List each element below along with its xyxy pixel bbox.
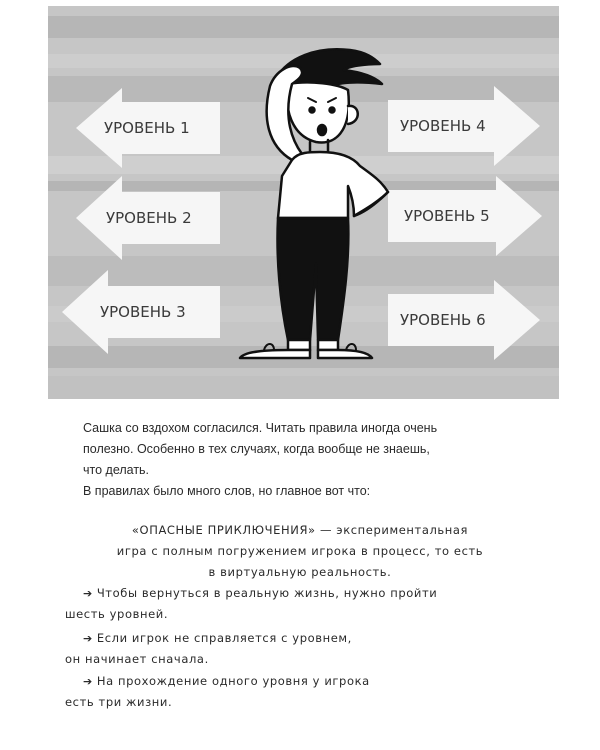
level-sign-2-label: УРОВЕНЬ 2 xyxy=(106,209,192,227)
rule-item-2 xyxy=(83,628,352,649)
rule-item-1 xyxy=(83,583,437,604)
rules-intro-line-2: игра с полным погружением игрока в процесс, то есть xyxy=(116,544,484,558)
arrow-right-icon: ➔ xyxy=(83,587,93,600)
level-sign-1-label: УРОВЕНЬ 1 xyxy=(104,119,190,137)
rule-item-1-text: Чтобы вернуться в реальную жизнь, нужно пройти xyxy=(96,586,438,600)
rule-item-2-text: Если игрок не справляется с уровнем, xyxy=(96,631,352,645)
rule-item-1-cont: шесть уровней. xyxy=(65,607,169,621)
rule-item-3 xyxy=(83,671,370,692)
narrative-line: Сашка со вздохом согласился. Читать правила иногда очень xyxy=(83,421,438,435)
level-sign-6-label: УРОВЕНЬ 6 xyxy=(400,311,486,329)
narrative-line: что делать. xyxy=(83,463,150,477)
narrative-paragraph-1 xyxy=(83,418,503,481)
rule-item-3-cont: есть три жизни. xyxy=(65,695,173,709)
rule-item-2-cont: он начинает сначала. xyxy=(65,652,209,666)
level-sign-5-label: УРОВЕНЬ 5 xyxy=(404,207,490,225)
level-sign-3-label: УРОВЕНЬ 3 xyxy=(100,303,186,321)
rules-intro-line-3: в виртуальную реальность. xyxy=(208,565,392,579)
illustration xyxy=(48,6,559,399)
level-sign-4-label: УРОВЕНЬ 4 xyxy=(400,117,486,135)
arrow-right-icon: ➔ xyxy=(83,675,93,688)
arrow-right-icon: ➔ xyxy=(83,632,93,645)
narrative-paragraph-2 xyxy=(83,481,503,502)
narrative-line: В правилах было много слов, но главное вот что: xyxy=(83,484,371,498)
rules-intro-line-1: «ОПАСНЫЕ ПРИКЛЮЧЕНИЯ» — экспериментальная xyxy=(131,523,469,537)
rule-item-3-text: На прохождение одного уровня у игрока xyxy=(96,674,370,688)
narrative-line: полезно. Особенно в тех случаях, когда вообще не знаешь, xyxy=(83,442,430,456)
